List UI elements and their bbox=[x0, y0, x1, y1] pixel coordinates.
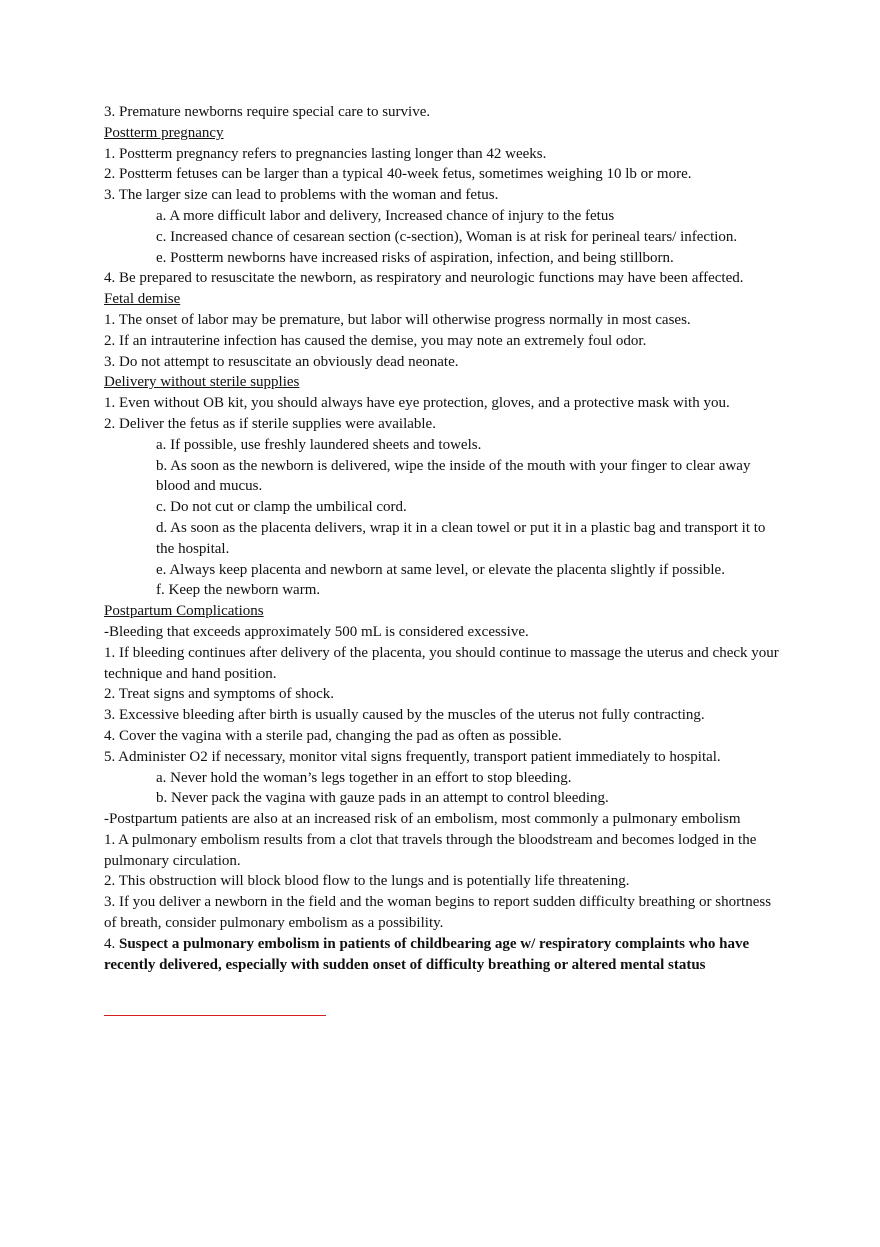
bold-statement: Suspect a pulmonary embolism in patients of childbearing age w/ respiratory complaints who have recently delivered, especially with sudden onset of difficulty breathing or altered mental status bbox=[104, 935, 750, 973]
section-heading-postpartum: Postpartum Complications bbox=[104, 603, 264, 620]
sub-list-item: a. If possible, use freshly laundered sheets and towels. bbox=[156, 436, 482, 453]
list-item: 1. Even without OB kit, you should always have eye protection, gloves, and a protective mask with you. bbox=[104, 395, 730, 412]
list-item: 3. The larger size can lead to problems with the woman and fetus. bbox=[104, 187, 499, 204]
sub-list-item: e. Postterm newborns have increased risks of aspiration, infection, and being stillborn. bbox=[156, 249, 674, 266]
list-item: 2. Treat signs and symptoms of shock. bbox=[104, 686, 335, 703]
list-item: 1. A pulmonary embolism results from a clot that travels through the bloodstream and becomes lodged in the pulmonary circulation. bbox=[104, 831, 757, 869]
list-item: 3. If you deliver a newborn in the field and the woman begins to report sudden difficulty breathing or shortness of breath, consider pulmonary embolism as a possibility. bbox=[104, 894, 772, 932]
sub-list-item: c. Do not cut or clamp the umbilical cord. bbox=[156, 499, 407, 516]
list-number: 4. bbox=[104, 935, 119, 952]
list-item: 1. The onset of labor may be premature, but labor will otherwise progress normally in most cases. bbox=[104, 311, 691, 328]
sub-list-item: d. As soon as the placenta delivers, wrap it in a clean towel or put it in a plastic bag and transport it to the hospital. bbox=[156, 519, 766, 557]
list-item: 4. Cover the vagina with a sterile pad, changing the pad as often as possible. bbox=[104, 727, 562, 744]
list-item: 3. Premature newborns require special care to survive. bbox=[104, 104, 431, 120]
list-item: 4. Be prepared to resuscitate the newborn, as respiratory and neurologic functions may have been affected. bbox=[104, 270, 744, 287]
list-item: 2. Postterm fetuses can be larger than a typical 40-week fetus, sometimes weighing 10 lb or more. bbox=[104, 166, 692, 183]
intro-line: -Postpartum patients are also at an increased risk of an embolism, most commonly a pulmonary embolism bbox=[104, 811, 741, 828]
sub-list-item: b. Never pack the vagina with gauze pads in an attempt to control bleeding. bbox=[156, 790, 609, 807]
sub-list-item: a. A more difficult labor and delivery, Increased chance of injury to the fetus bbox=[156, 207, 615, 224]
document-page bbox=[104, 102, 784, 975]
list-item: 2. This obstruction will block blood flow to the lungs and is potentially life threatening. bbox=[104, 873, 630, 890]
red-divider-line bbox=[104, 1015, 326, 1016]
section-heading-postterm: Postterm pregnancy bbox=[104, 124, 224, 141]
intro-line: -Bleeding that exceeds approximately 500 mL is considered excessive. bbox=[104, 623, 529, 640]
section-heading-delivery: Delivery without sterile supplies bbox=[104, 374, 300, 391]
sub-list-item: a. Never hold the woman’s legs together in an effort to stop bleeding. bbox=[156, 769, 572, 786]
list-item: 1. If bleeding continues after delivery of the placenta, you should continue to massage the uterus and check your technique and hand position. bbox=[104, 644, 779, 682]
section-heading-fetal-demise: Fetal demise bbox=[104, 291, 181, 308]
list-item: 2. Deliver the fetus as if sterile supplies were available. bbox=[104, 415, 436, 432]
sub-list-item: f. Keep the newborn warm. bbox=[156, 582, 321, 599]
sub-list-item: c. Increased chance of cesarean section (c-section), Woman is at risk for perineal tears/ infection. bbox=[156, 228, 738, 245]
list-item: 3. Excessive bleeding after birth is usually caused by the muscles of the uterus not fully contracting. bbox=[104, 707, 705, 724]
list-item: 1. Postterm pregnancy refers to pregnancies lasting longer than 42 weeks. bbox=[104, 145, 547, 162]
list-item: 5. Administer O2 if necessary, monitor vital signs frequently, transport patient immediately to hospital. bbox=[104, 748, 721, 765]
sub-list-item: b. As soon as the newborn is delivered, wipe the inside of the mouth with your finger to clear away blood and mucus. bbox=[156, 457, 751, 495]
list-item: 3. Do not attempt to resuscitate an obviously dead neonate. bbox=[104, 353, 459, 370]
list-item-bold bbox=[104, 934, 784, 976]
sub-list-item: e. Always keep placenta and newborn at same level, or elevate the placenta slightly if possible. bbox=[156, 561, 725, 578]
list-item: 2. If an intrauterine infection has caused the demise, you may note an extremely foul odor. bbox=[104, 332, 647, 349]
